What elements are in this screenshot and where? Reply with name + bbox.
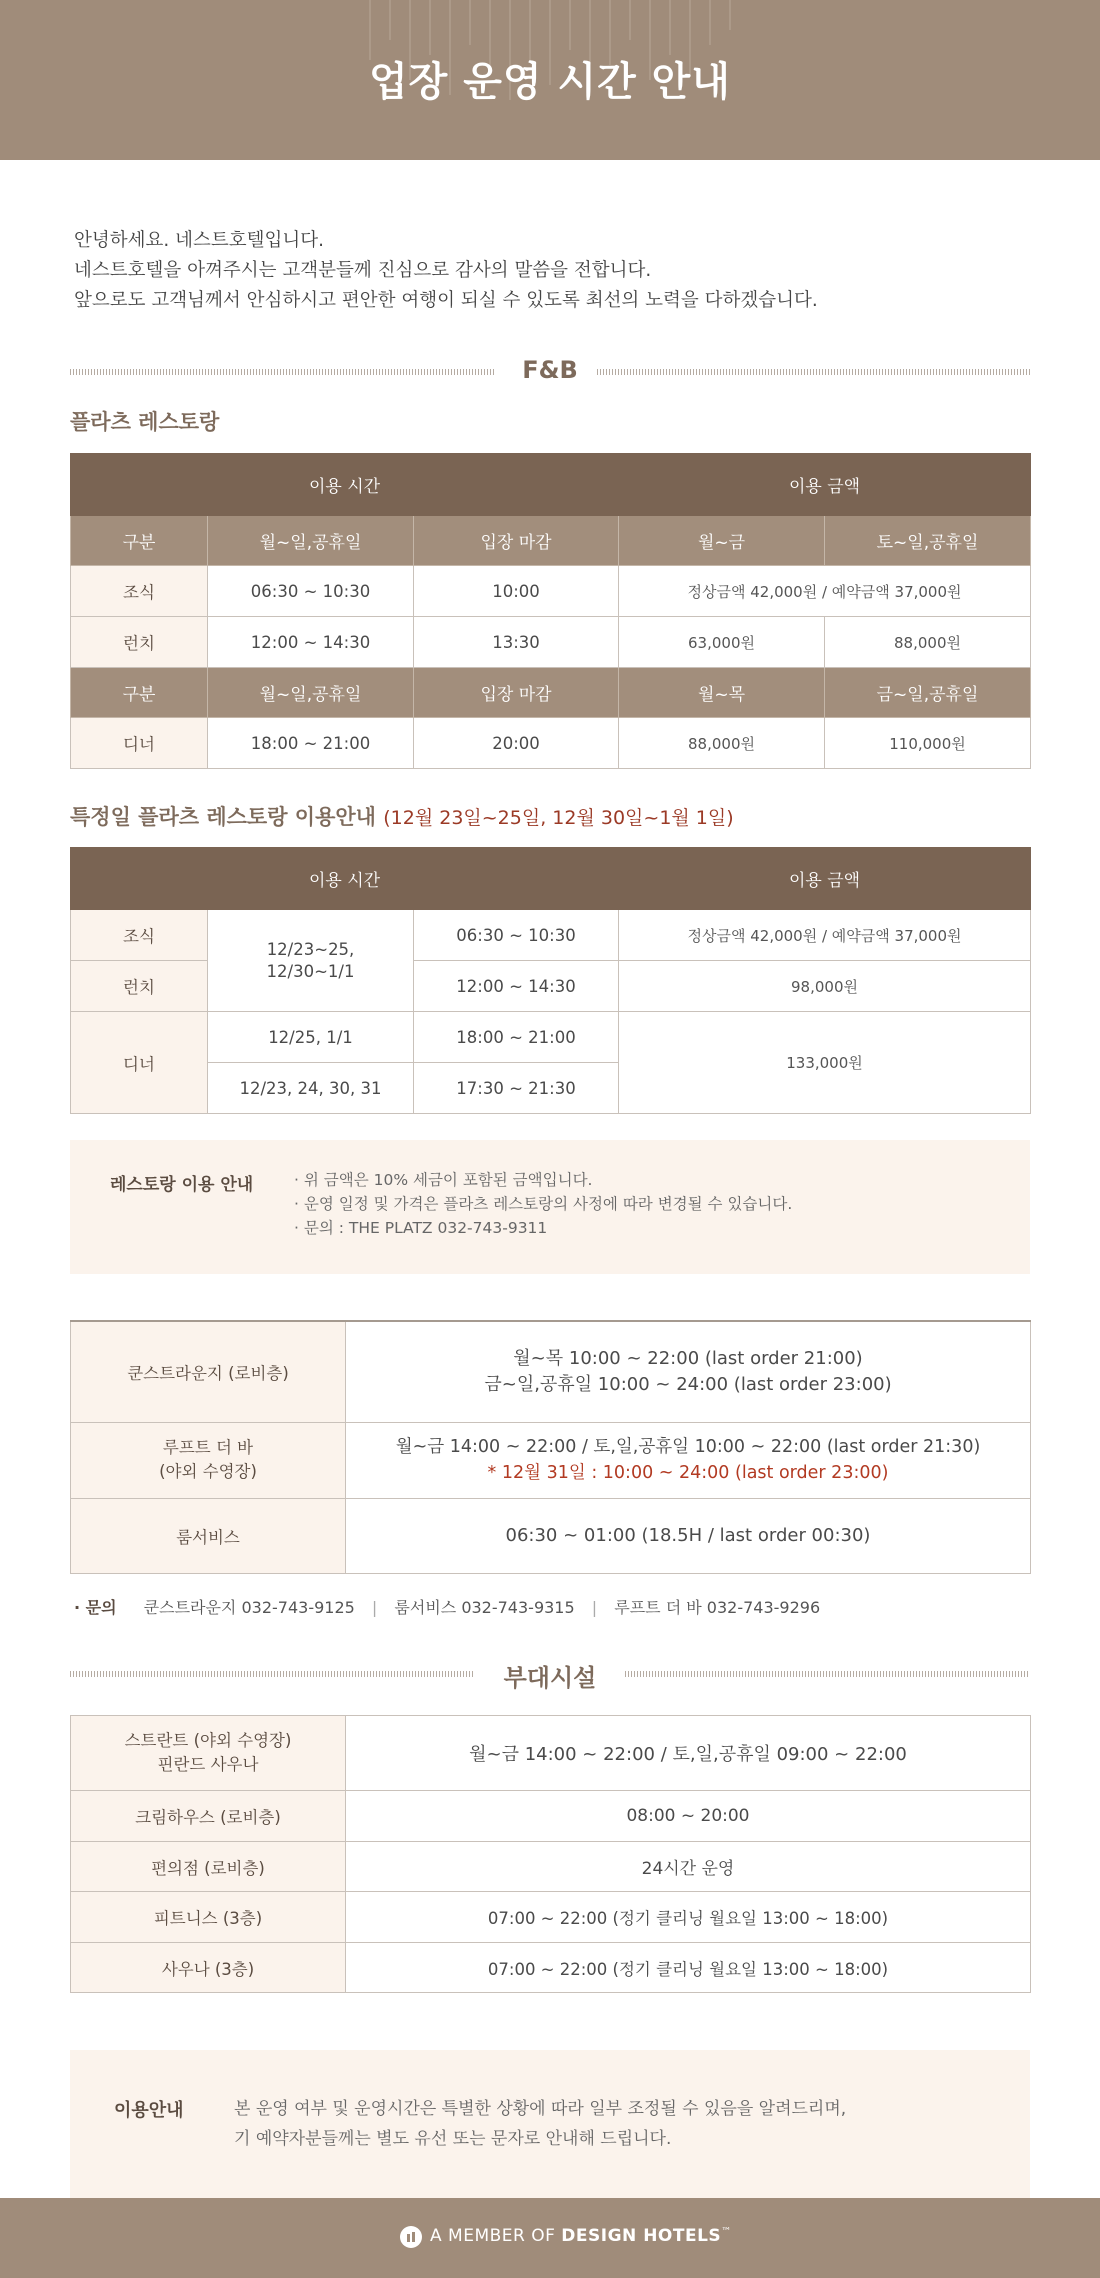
table-row xyxy=(71,1842,1031,1892)
row-label: 편의점 (로비층) xyxy=(71,1842,346,1892)
subheader-cell: 월~목 xyxy=(619,668,825,718)
footer-prefix: A MEMBER OF xyxy=(430,2226,562,2246)
time-cell: 18:00 ~ 21:00 xyxy=(414,1012,619,1063)
intro-text xyxy=(74,226,1034,316)
subheader-cell: 토~일,공휴일 xyxy=(825,516,1031,566)
notice-lines xyxy=(294,1168,792,1240)
fnb-section-header xyxy=(70,356,1030,386)
table-row xyxy=(71,1943,1031,1993)
dates-cell: 12/25, 1/1 xyxy=(208,1012,414,1063)
hours-cell: 06:30 ~ 01:00 (18.5H / last order 00:30) xyxy=(346,1498,1031,1573)
subheader-cell: 월~일,공휴일 xyxy=(208,668,414,718)
table-row xyxy=(71,1892,1031,1943)
hours-cell xyxy=(346,1422,1031,1498)
hours-line: 금~일,공휴일 10:00 ~ 24:00 (last order 23:00) xyxy=(484,1373,892,1395)
price-cell: 88,000원 xyxy=(825,617,1031,668)
inquiry-item: 루프트 더 바 032-743-9296 xyxy=(614,1598,821,1617)
subheader-cell: 월~금 xyxy=(619,516,825,566)
special-dates: (12월 23일~25일, 12월 30일~1월 1일) xyxy=(383,807,734,829)
table-row xyxy=(71,1321,1031,1422)
hours-cell: 24시간 운영 xyxy=(346,1842,1031,1892)
time-cell: 12:00 ~ 14:30 xyxy=(208,617,414,668)
restaurant-title: 플라츠 레스토랑 xyxy=(70,410,220,434)
hours-cell: 07:00 ~ 22:00 (정기 클리닝 월요일 13:00 ~ 18:00) xyxy=(346,1943,1031,1993)
price-cell: 98,000원 xyxy=(619,961,1031,1012)
inquiry-label: · 문의 xyxy=(74,1598,117,1617)
time-cell: 06:30 ~ 10:30 xyxy=(414,910,619,961)
page-title: 업장 운영 시간 안내 xyxy=(369,59,731,105)
divider xyxy=(597,369,1030,375)
subheader-cell: 금~일,공휴일 xyxy=(825,668,1031,718)
row-label: 스트란트 (야외 수영장) 핀란드 사우나 xyxy=(71,1716,346,1791)
section-title: 부대시설 xyxy=(503,1664,597,1692)
notice-label: 레스토랑 이용 안내 xyxy=(110,1175,254,1195)
table-row xyxy=(71,910,1031,961)
subheader-cell: 입장 마감 xyxy=(414,516,619,566)
restaurant-notice xyxy=(70,1140,1030,1274)
time-cell: 18:00 ~ 21:00 xyxy=(208,718,414,769)
subheader-cell: 구분 xyxy=(71,668,208,718)
hours-cell: 월~금 14:00 ~ 22:00 / 토,일,공휴일 09:00 ~ 22:00 xyxy=(346,1716,1031,1791)
row-label-line: 루프트 더 바 xyxy=(162,1438,254,1457)
row-label: 조식 xyxy=(71,566,208,617)
subheader-cell: 월~일,공휴일 xyxy=(208,516,414,566)
notice-line: · 위 금액은 10% 세금이 포함된 금액입니다. xyxy=(294,1171,593,1189)
dates-cell: 12/23, 24, 30, 31 xyxy=(208,1063,414,1114)
special-title-text: 특정일 플라츠 레스토랑 이용안내 xyxy=(70,805,376,829)
divider xyxy=(625,1671,1030,1677)
price-cell: 63,000원 xyxy=(619,617,825,668)
header-cell: 이용 시간 xyxy=(71,454,619,516)
close-cell: 20:00 xyxy=(414,718,619,769)
section-title: F&B xyxy=(522,356,578,384)
lounge-hours-table xyxy=(70,1320,1031,1574)
special-days-title xyxy=(70,801,734,831)
hours-line: 월~목 10:00 ~ 22:00 (last order 21:00) xyxy=(513,1347,863,1369)
row-label: 크림하우스 (로비층) xyxy=(71,1791,346,1842)
notice-line: · 문의 : THE PLATZ 032-743-9311 xyxy=(294,1219,548,1237)
row-label: 디너 xyxy=(71,1012,208,1114)
notice-line: · 운영 일정 및 가격은 플라츠 레스토랑의 사정에 따라 변경될 수 있습니다. xyxy=(294,1195,793,1213)
row-label: 피트니스 (3층) xyxy=(71,1892,346,1943)
price-cell: 110,000원 xyxy=(825,718,1031,769)
hours-cell: 08:00 ~ 20:00 xyxy=(346,1791,1031,1842)
page-header xyxy=(0,0,1100,160)
intro-line: 안녕하세요. 네스트호텔입니다. xyxy=(74,230,324,251)
hours-line: 월~금 14:00 ~ 22:00 / 토,일,공휴일 10:00 ~ 22:00 (last order 21:30) xyxy=(395,1437,981,1457)
table-row xyxy=(71,1422,1031,1498)
price-cell: 88,000원 xyxy=(619,718,825,769)
inquiry-line xyxy=(74,1595,820,1618)
time-cell: 12:00 ~ 14:30 xyxy=(414,961,619,1012)
intro-line: 네스트호텔을 아껴주시는 고객분들께 진심으로 감사의 말씀을 전합니다. xyxy=(74,260,652,281)
hours-cell: 07:00 ~ 22:00 (정기 클리닝 월요일 13:00 ~ 18:00) xyxy=(346,1892,1031,1943)
design-hotels-logo-icon xyxy=(400,2226,422,2248)
footer-text xyxy=(430,2226,732,2246)
row-label: 조식 xyxy=(71,910,208,961)
row-label: 런치 xyxy=(71,617,208,668)
inquiry-item: 룸서비스 032-743-9315 xyxy=(394,1598,575,1617)
time-cell: 06:30 ~ 10:30 xyxy=(208,566,414,617)
row-label: 사우나 (3층) xyxy=(71,1943,346,1993)
table-row xyxy=(71,1716,1031,1791)
table-row xyxy=(71,1012,1031,1063)
table-row xyxy=(71,1791,1031,1842)
intro-line: 앞으로도 고객님께서 안심하시고 편안한 여행이 되실 수 있도록 최선의 노력을 다하겠습니다. xyxy=(74,290,818,311)
footer-brand: DESIGN HOTELS xyxy=(561,2226,722,2246)
design-hotels-badge xyxy=(400,2224,732,2254)
row-label: 디너 xyxy=(71,718,208,769)
price-cell: 정상금액 42,000원 / 예약금액 37,000원 xyxy=(619,910,1031,961)
table-row xyxy=(71,718,1031,769)
price-cell: 정상금액 42,000원 / 예약금액 37,000원 xyxy=(619,566,1031,617)
table-row xyxy=(71,617,1031,668)
row-label: 룸서비스 xyxy=(71,1498,346,1573)
dates-cell: 12/23~25, 12/30~1/1 xyxy=(208,910,414,1012)
row-label xyxy=(71,1422,346,1498)
row-label-line: (야외 수영장) xyxy=(159,1462,257,1481)
close-cell: 13:30 xyxy=(414,617,619,668)
separator: | xyxy=(371,1598,378,1617)
table-row xyxy=(71,566,1031,617)
table-row xyxy=(71,1498,1031,1573)
subheader-cell: 입장 마감 xyxy=(414,668,619,718)
facilities-section-header xyxy=(70,1658,1030,1692)
notice-lines xyxy=(234,2094,846,2154)
price-cell: 133,000원 xyxy=(619,1012,1031,1114)
special-hours-table xyxy=(70,847,1031,1114)
subheader-cell: 구분 xyxy=(71,516,208,566)
header-cell: 이용 금액 xyxy=(619,848,1031,910)
notice-line: 본 운영 여부 및 운영시간은 특별한 상황에 따라 일부 조정될 수 있음을 알려드리며, xyxy=(234,2099,847,2119)
header-cell: 이용 시간 xyxy=(71,848,619,910)
close-cell: 10:00 xyxy=(414,566,619,617)
page-footer xyxy=(0,2198,1100,2278)
restaurant-hours-table xyxy=(70,453,1031,769)
facilities-table xyxy=(70,1715,1031,1993)
hours-cell xyxy=(346,1321,1031,1422)
inquiry-item: 쿤스트라운지 032-743-9125 xyxy=(143,1598,355,1617)
row-label: 쿤스트라운지 (로비층) xyxy=(71,1321,346,1422)
notice-line: 기 예약자분들께는 별도 유선 또는 문자로 안내해 드립니다. xyxy=(234,2129,672,2149)
usage-notice xyxy=(70,2050,1030,2198)
header-cell: 이용 금액 xyxy=(619,454,1031,516)
special-hours-line: * 12월 31일 : 10:00 ~ 24:00 (last order 23:00) xyxy=(487,1463,889,1483)
time-cell: 17:30 ~ 21:30 xyxy=(414,1063,619,1114)
row-label: 런치 xyxy=(71,961,208,1012)
trademark: ™ xyxy=(721,2226,732,2238)
separator: | xyxy=(591,1598,598,1617)
notice-label: 이용안내 xyxy=(114,2100,184,2121)
